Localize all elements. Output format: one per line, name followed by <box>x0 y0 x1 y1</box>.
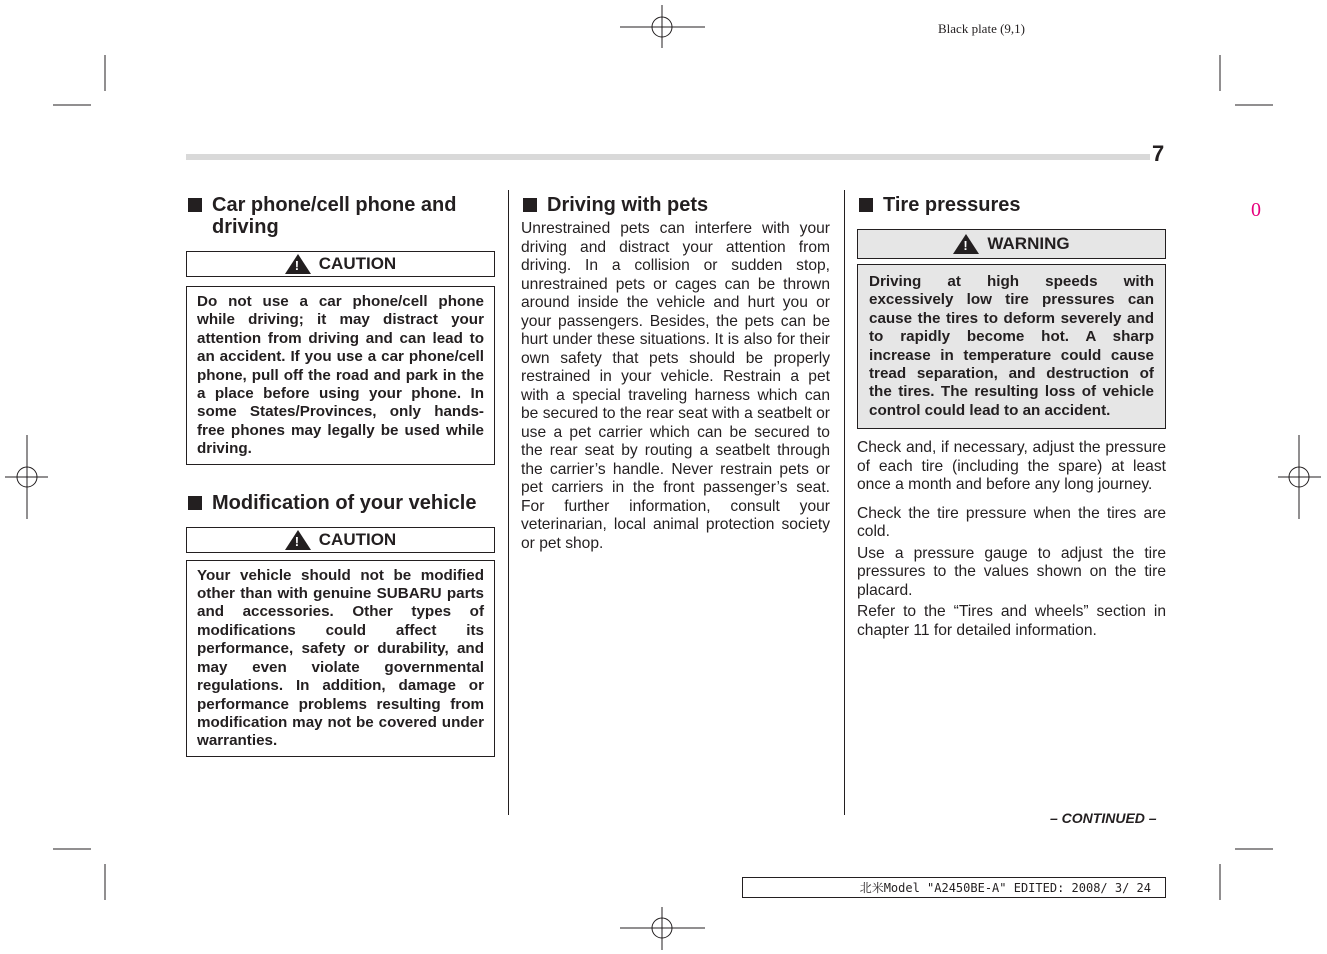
heading-text: Tire pressures <box>883 194 1021 216</box>
paragraph: Refer to the “Tires and wheels” section in chapter 11 for detailed information. <box>857 603 1166 639</box>
page-number: 7 <box>1152 141 1165 166</box>
paragraph: Use a pressure gauge to adjust the tire pressures to the values shown on the tire placard. <box>857 544 1166 599</box>
warning-label-text: WARNING <box>987 234 1070 253</box>
caution-label-text: CAUTION <box>318 254 397 273</box>
heading-text: Modification of your vehicle <box>212 491 477 514</box>
column-2 <box>521 194 830 553</box>
warning-triangle-icon: ! <box>285 530 311 550</box>
header-bar <box>186 154 1150 160</box>
caution-label <box>186 251 495 277</box>
warning-message: Driving at high speeds with excessively low tire pressures can cause the tires to deform severely and to rapidly become hot. A sharp increase in temperature could cause tread separation, and destruction of the tires. The resulting loss of vehicle control could lead to an accident. <box>857 264 1166 429</box>
square-bullet-icon <box>859 198 873 212</box>
warning-triangle-icon: ! <box>953 234 979 254</box>
caution-label <box>186 527 495 553</box>
paragraph: Check and, if necessary, adjust the pressure of each tire (including the spare) at least once a month and before any long journey. <box>857 439 1166 494</box>
plate-label: Black plate (9,1) <box>938 21 1025 36</box>
column-3 <box>857 194 1166 640</box>
footer-edit-info <box>742 877 1166 898</box>
square-bullet-icon <box>523 198 537 212</box>
section-heading <box>521 194 830 216</box>
warning-triangle-icon: ! <box>285 254 311 274</box>
square-bullet-icon <box>188 496 202 510</box>
section-heading <box>186 194 495 238</box>
paragraph: Check the tire pressure when the tires are cold. <box>857 504 1166 541</box>
warning-label <box>857 229 1166 259</box>
caution-label-text: CAUTION <box>318 529 397 549</box>
caution-message: Do not use a car phone/cell phone while driving; it may distract your attention from driving and can lead to an accident. If you use a car phone/cell phone, pull off the road and park in the a place before using your phone. In some States/Provinces, only hands-free phones may legally be used while driving. <box>186 286 495 465</box>
section-heading <box>857 194 1166 216</box>
section-heading <box>186 492 495 514</box>
continued-label: – CONTINUED – <box>1050 810 1157 826</box>
heading-text: Driving with pets <box>547 194 709 216</box>
column-divider <box>844 190 845 815</box>
body-paragraph <box>857 439 1166 640</box>
side-mark: 0 <box>1251 199 1261 221</box>
square-bullet-icon <box>188 198 202 212</box>
footer-text: 北米Model "A2450BE-A" EDITED: 2008/ 3/ 24 <box>859 881 1151 895</box>
column-divider <box>508 190 509 815</box>
caution-message: Your vehicle should not be modified other than with genuine SUBARU parts and accessories. Other types of modifications could affect its performance, safety or durability, and may even violate governmental regulations. In addition, damage or performance problems resulting from modification may not be covered under warranties. <box>186 560 495 757</box>
body-paragraph: Unrestrained pets can interfere with your driving and distract your attention from driving. In a collision or sudden stop, unrestrained pets or cages can be thrown around inside the vehicle and hurt you or your passengers. Besides, the pets can be hurt under these situations. It is also for their own safety that pets should be properly restrained in your vehicle. Restrain a pet with a special traveling harness which can be secured to the rear seat with a seatbelt or use a pet carrier which can be secured to the rear seat by routing a seatbelt through the carrier’s handle. Never restrain pets or pet carriers in the front passenger’s seat. For further information, consult your veterinarian, local animal protection society or pet shop. <box>521 220 830 552</box>
column-1 <box>186 194 495 757</box>
heading-text: Car phone/cell phone and driving <box>212 194 457 238</box>
